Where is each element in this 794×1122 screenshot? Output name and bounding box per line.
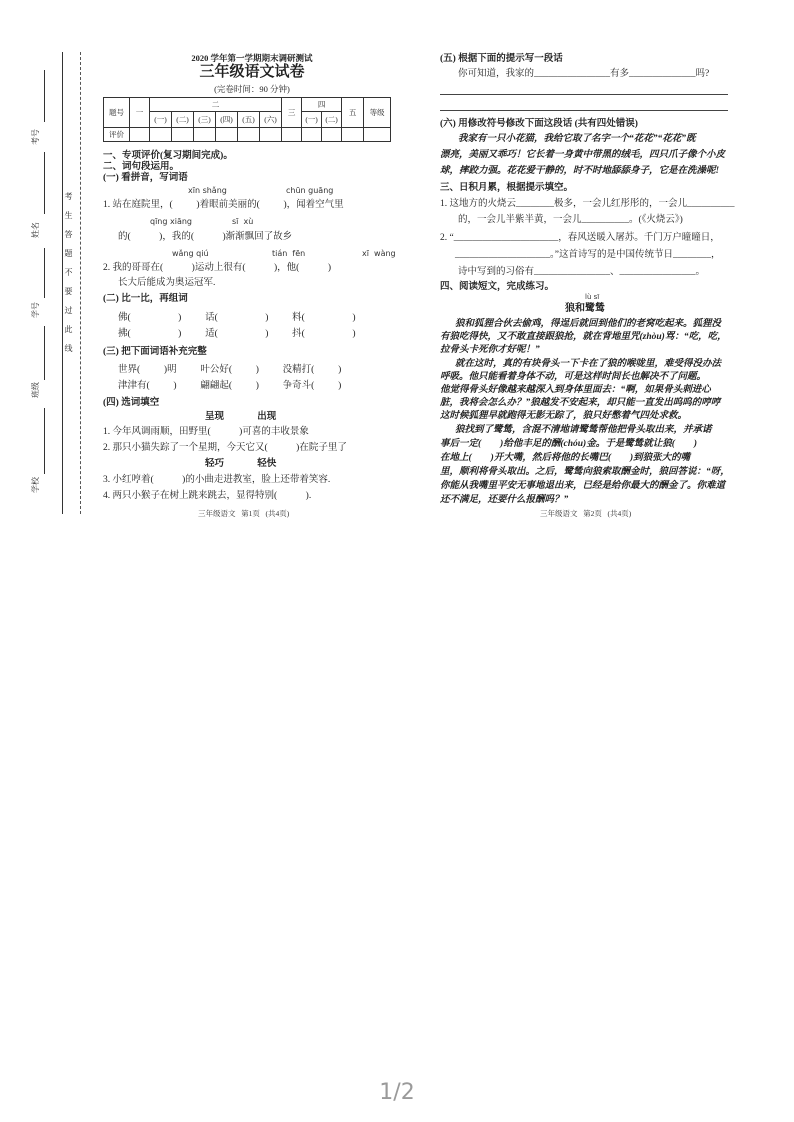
score-subcol: (三): [194, 112, 216, 128]
exam-subtitle: 三年级语文试卷: [199, 64, 305, 80]
question-line: ____________________。”这首诗写的是中国传统节日________，: [455, 250, 721, 260]
fill-line: [44, 152, 45, 214]
student-id-label: 学号: [31, 302, 40, 318]
word-choices: 呈现 出现: [205, 412, 277, 422]
question-line: 1. 站在庭院里，( )着眼前美丽的( )，闻着空气里: [103, 200, 344, 210]
fill-line: [44, 326, 45, 380]
question-line: 津津有( ) 翩翩起( ) 争奇斗( ): [118, 381, 342, 391]
class-label: 班级: [31, 382, 40, 398]
score-col-5: 五: [342, 98, 364, 128]
word-choices: 轻巧 轻快: [205, 459, 277, 469]
pinyin: wǎng qiú: [172, 249, 209, 258]
score-cell: [150, 128, 172, 142]
passage-line: 还不满足，还要什么报酬吗？”: [440, 495, 569, 505]
passage-line: 这时候狐狸早就跑得无影无踪了，狼只好憋着气四处求救。: [440, 411, 688, 421]
passage-line: 你能从我嘴里平安无事地退出来，已经是给你最大的酬金了。你难道: [440, 481, 726, 491]
pinyin: tián fēn: [272, 249, 306, 258]
school-label: 学校: [31, 477, 40, 493]
question-line: 你可知道，我家的________________有多______________吗?: [458, 69, 710, 79]
question-line: 拂( ) 适( ) 抖( ): [118, 329, 356, 339]
score-header-label: 题号: [104, 98, 130, 128]
score-cell: [194, 128, 216, 142]
passage-line: 拉骨头卡死你才好呢！”: [440, 345, 540, 355]
question-line: 佛( ) 话( ) 料( ): [118, 313, 356, 323]
edit-passage-line: 球，摔跤力强。花花爱干静的，时不时地舔舔身子，它是在洗澡呢!: [440, 166, 720, 176]
passage-line: 他觉得骨头好像越来越深入到身体里面去：“啊，如果骨头刺进心: [440, 385, 711, 395]
page-footer: 三年级语文 第2页 (共4页): [540, 509, 632, 518]
question-line: 世界( )明 叶公好( ) 没精打( ): [118, 365, 342, 375]
score-subcol: (一): [150, 112, 172, 128]
section-heading: 四、阅读短文，完成练习。: [440, 282, 555, 292]
writing-line: [440, 94, 728, 95]
subsection-heading: (一) 看拼音，写词语: [103, 173, 188, 183]
question-line: 1. 这地方的火烧云________极多，一会儿红彤彤的，一会儿__________: [440, 199, 735, 209]
fill-line: [44, 408, 45, 474]
pinyin: xī wàng: [362, 249, 396, 258]
pinyin: sī xù: [232, 217, 254, 226]
pinyin: chūn guāng: [286, 186, 334, 195]
score-subcol: (二): [172, 112, 194, 128]
score-eval-label: 评价: [104, 128, 130, 142]
score-subcol: (五): [238, 112, 260, 128]
score-col-2: 二: [150, 98, 282, 112]
score-subcol: (四): [216, 112, 238, 128]
subsection-heading: (六) 用修改符号修改下面这段话 (共有四处错误): [440, 119, 638, 129]
score-cell: [238, 128, 260, 142]
edit-passage-line: 漂亮，美丽又乖巧！它长着一身黄中带黑的绒毛，四只爪子像个小皮: [440, 150, 726, 160]
passage-line: 有狼吃得快，又不敢直接跟狼抢，就在背地里咒(zhòu)骂：“吃，吃，: [440, 332, 727, 342]
page-footer: 三年级语文 第1页 (共4页): [198, 509, 290, 518]
section-heading: 二、词句段运用。: [103, 162, 180, 172]
name-label: 姓名: [31, 222, 40, 238]
question-line: 的，一会儿半紫半黄，一会儿__________。(《火烧云》): [458, 215, 683, 225]
question-line: 长大后能成为奥运冠军.: [118, 278, 216, 288]
binding-notice: 考生答题不要过此线: [64, 192, 73, 363]
score-table: [103, 97, 391, 142]
passage-line: 狼找到了鹭鸶，含混不清地请鹭鸶帮他把骨头取出来，并承诺: [455, 425, 712, 435]
passage-line: 里，顺利将骨头取出。之后，鹭鸶向狼索取酬金时，狼回答说：“呀，: [440, 467, 730, 477]
score-subcol: (六): [260, 112, 282, 128]
score-cell: [342, 128, 364, 142]
question-line: 1. 今年风调雨顺，田野里( )可喜的丰收景象: [103, 427, 309, 437]
subsection-heading: (四) 选词填空: [103, 398, 160, 408]
subsection-heading: (三) 把下面词语补充完整: [103, 347, 207, 357]
score-cell: [302, 128, 322, 142]
passage-line: 呼吸。他只能看着身体不动，可是这样时间长也解决不了问题。: [440, 372, 707, 382]
score-col-1: 一: [130, 98, 150, 128]
fill-line: [44, 70, 45, 122]
score-cell: [364, 128, 391, 142]
passage-line: 脏，我将会怎么办？”狼越发不安起来，却只能一直发出呜呜的哼哼: [440, 398, 721, 408]
score-cell: [322, 128, 342, 142]
score-cell: [216, 128, 238, 142]
question-line: 3. 小红哼着( )的小曲走进教室，脸上还带着笑容.: [103, 475, 331, 485]
passage-title: 狼和鹭鸶: [565, 303, 605, 314]
score-col-4: 四: [302, 98, 342, 112]
exam-title: 2020 学年第一学期期末调研测试: [191, 53, 313, 63]
section-heading: 三、日积月累，根据提示填空。: [440, 183, 574, 193]
section-heading: 一、专项评价(复习期间完成)。: [103, 151, 233, 161]
question-line: 2. “______________________，春风送暖入屠苏。千门万户曈曈日，: [440, 233, 720, 243]
question-line: 的( )，我的( )渐渐飘回了故乡: [118, 232, 293, 242]
exam-number-label: 考号: [31, 129, 40, 145]
question-line: 2. 那只小猫失踪了一个星期，今天它又( )在院子里了: [103, 443, 347, 453]
passage-line: 在地上( )开大嘴，然后将他的长嘴巴( )到狼张大的嘴: [440, 453, 691, 463]
question-line: 4. 两只小猴子在树上跳来跳去，显得特别( ).: [103, 491, 312, 501]
score-cell: [282, 128, 302, 142]
passage-line: 就在这时，真的有块骨头一下卡在了狼的喉咙里，难受得没办法: [455, 359, 722, 369]
score-cell: [260, 128, 282, 142]
passage-line: 狼和狐狸合伙去偷鸡，得逞后就回到他们的老窝吃起来。狐狸没: [455, 319, 722, 329]
question-line: 诗中写到的习俗有________________、________________。: [458, 267, 706, 277]
subsection-heading: (二) 比一比，再组词: [103, 294, 188, 304]
pinyin: xīn shǎng: [188, 186, 227, 195]
question-line: 2. 我的哥哥在( )运动上很有( )，他( ): [103, 263, 331, 273]
fill-line: [44, 248, 45, 298]
score-col-3: 三: [282, 98, 302, 128]
passage-line: 事后一定( )给他丰足的酬(chóu)金。于是鹭鸶就让狼( ): [440, 439, 698, 449]
page-indicator: 1/2: [379, 1080, 415, 1105]
score-subcol: (二): [322, 112, 342, 128]
cut-line: [80, 52, 81, 514]
score-col-grade: 等级: [364, 98, 391, 128]
writing-line: [440, 110, 728, 111]
score-cell: [130, 128, 150, 142]
pinyin: qīng xiāng: [150, 217, 192, 226]
edit-passage-line: 我家有一只小花猫，我给它取了名字一个“花花”“花花”既: [458, 134, 696, 144]
exam-time: (完卷时间：90 分钟): [214, 84, 290, 94]
score-subcol: (一): [302, 112, 322, 128]
subsection-heading: (五) 根据下面的提示写一段话: [440, 54, 563, 64]
title-pinyin: lù sī: [585, 293, 600, 301]
score-cell: [172, 128, 194, 142]
